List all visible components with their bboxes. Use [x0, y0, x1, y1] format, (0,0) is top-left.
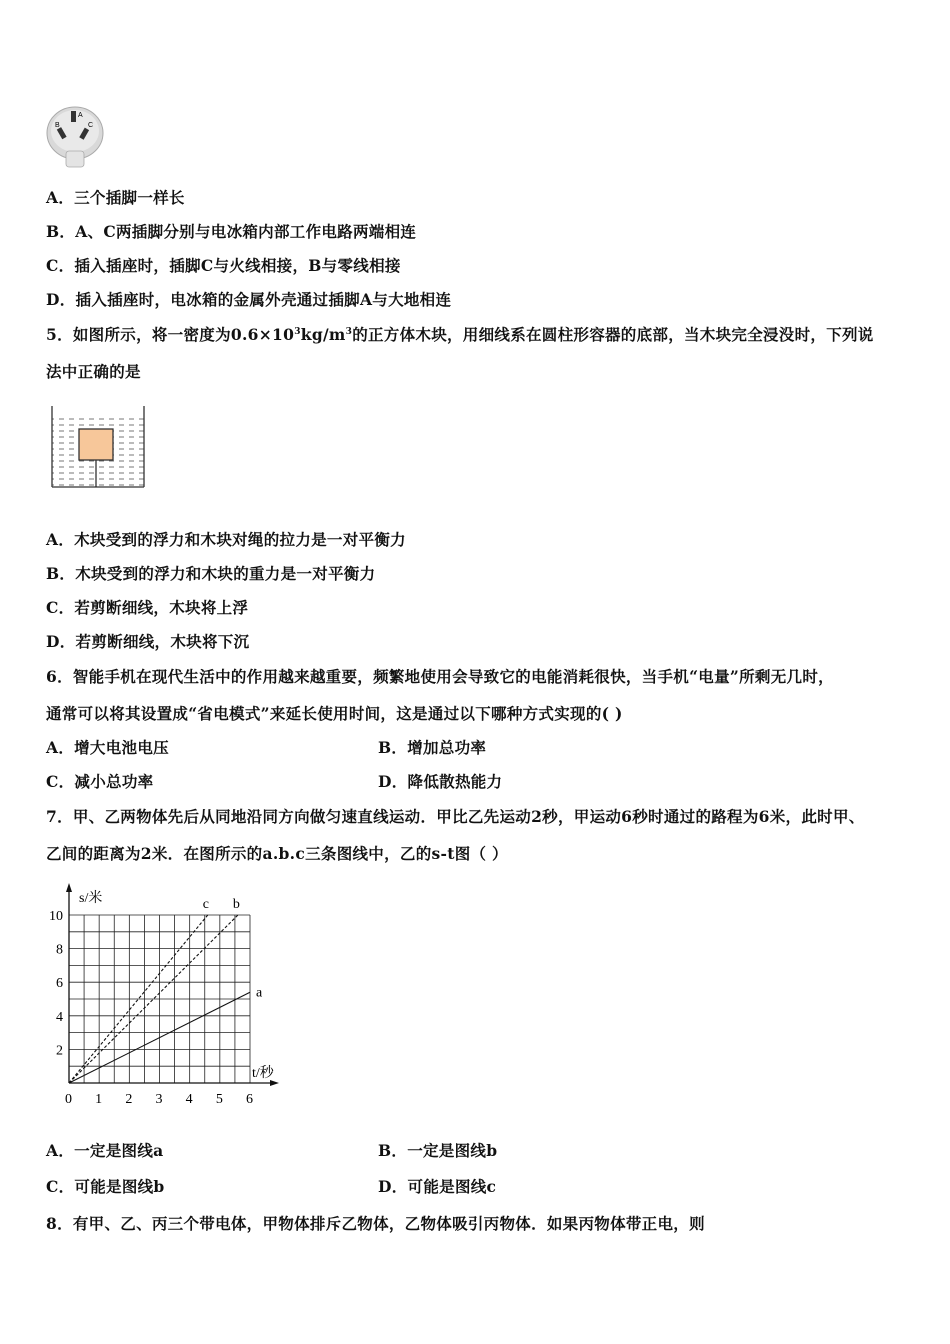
x-tick-label: 3 [155, 1092, 163, 1107]
q4-option-c: C．插入插座时，插脚C与火线相接，B与零线相接 [46, 256, 401, 275]
st-graph [44, 880, 289, 1108]
q6-stem-line1: 6．智能手机在现代生活中的作用越来越重要，频繁地使用会导致它的电能消耗很快，当手机“电量”所剩无几时， [46, 667, 834, 686]
pin-label-c: C [88, 122, 94, 129]
q4-option-b: B．A、C两插脚分别与电冰箱内部工作电路两端相连 [46, 222, 417, 241]
q7-stem-line2: 乙间的距离为2米．在图所示的a.b.c三条图线中，乙的s-t图（ ） [46, 844, 508, 863]
series-label-a: a [256, 985, 263, 1001]
q4-option-a: A．三个插脚一样长 [46, 188, 185, 207]
pin-label-a: A [78, 112, 83, 119]
y-tick-label: 10 [49, 909, 63, 924]
x-tick-label: 2 [125, 1092, 133, 1107]
q6-option-a: A．增大电池电压 [46, 738, 169, 757]
q7-option-b: B．一定是图线b [378, 1141, 498, 1160]
q6-option-c: C．减小总功率 [46, 772, 154, 791]
q5-option-d: D．若剪断细线，木块将下沉 [46, 632, 250, 651]
y-tick-label: 4 [56, 1009, 63, 1025]
x-tick-label: 0 [65, 1092, 72, 1107]
plug-figure [44, 103, 106, 171]
q7-option-a: A．一定是图线a [46, 1141, 164, 1160]
container-figure [48, 404, 148, 490]
q7-option-c: C．可能是图线b [46, 1177, 165, 1196]
series-label-c: c [202, 897, 209, 912]
pin-label-b: B [55, 122, 60, 129]
x-tick-label: 1 [95, 1092, 103, 1107]
q6-option-b: B．增加总功率 [378, 738, 487, 757]
q7-stem-line1: 7．甲、乙两物体先后从同地沿同方向做匀速直线运动．甲比乙先运动2秒，甲运动6秒时通过的路程为6米，此时甲、 [46, 807, 865, 826]
q8-stem-line1: 8．有甲、乙、丙三个带电体，甲物体排斥乙物体，乙物体吸引丙物体．如果丙物体带正电，则 [46, 1214, 705, 1233]
x-tick-label: 5 [215, 1092, 223, 1107]
q6-option-d: D．降低散热能力 [378, 772, 503, 791]
y-tick-label: 6 [56, 976, 63, 992]
y-tick-label: 8 [56, 942, 63, 958]
wood-block [79, 429, 113, 460]
q6-stem-line2: 通常可以将其设置成“省电模式”来延长使用时间，这是通过以下哪种方式实现的( ) [46, 704, 623, 723]
series-label-b: b [232, 897, 240, 912]
q5-stem-line2: 法中正确的是 [46, 362, 141, 381]
y-tick-label: 2 [56, 1043, 63, 1059]
y-axis-arrow [66, 883, 72, 892]
y-axis-label: s/米 [79, 891, 103, 906]
pin-a [71, 111, 76, 122]
q5-stem-line1: 5．如图所示，将一密度为$0.6\times 10^3kg/m^3$的正方体木块，用细线系在圆柱形容器的底部，当木块完全浸没时，下列说 [46, 325, 874, 344]
q5-option-c: C．若剪断细线，木块将上浮 [46, 598, 249, 617]
x-tick-label: 4 [185, 1092, 193, 1107]
q5-option-b: B．木块受到的浮力和木块的重力是一对平衡力 [46, 564, 376, 583]
q5-option-a: A．木块受到的浮力和木块对绳的拉力是一对平衡力 [46, 530, 406, 549]
x-axis-label: t/秒 [252, 1066, 274, 1081]
x-tick-label: 6 [246, 1092, 253, 1107]
q4-option-d: D．插入插座时，电冰箱的金属外壳通过插脚A与大地相连 [46, 290, 452, 309]
q7-option-d: D．可能是图线c [378, 1177, 497, 1196]
